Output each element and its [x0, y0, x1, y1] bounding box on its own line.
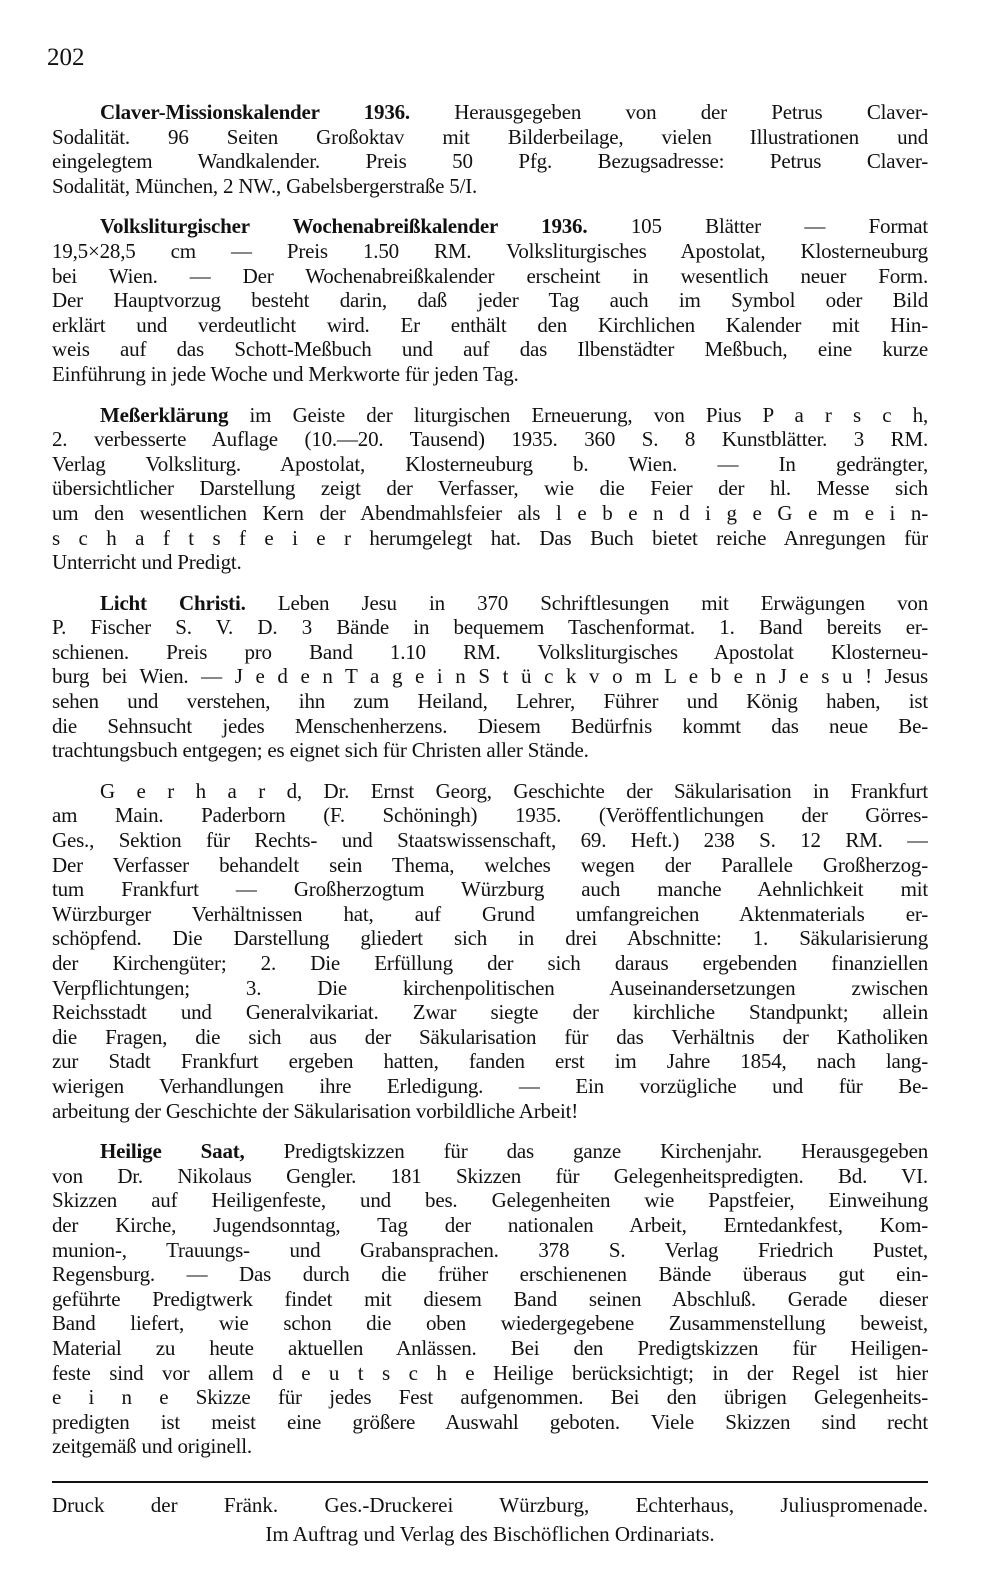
entry-title: Claver-Missionskalender 1936. — [100, 100, 410, 124]
line-text: predigten ist meist eine größere Auswahl geboten. Viele Skizzen sind recht — [52, 1409, 928, 1434]
line-text: feste sind vor allem d e u t s c h e Heilige berücksichtigt; in der Regel ist hier — [52, 1360, 928, 1385]
text-line — [52, 689, 928, 714]
line-text: Regensburg. — Das durch die früher erschienenen Bände überaus gut ein- — [52, 1262, 928, 1287]
text-line — [52, 288, 928, 313]
line-text: im Geiste der liturgischen Erneuerung, von Pius P a r s c h, — [228, 402, 928, 427]
text-line — [52, 1311, 928, 1336]
text-line — [52, 313, 928, 338]
printer-imprint: Druck der Fränk. Ges.-Druckerei Würzburg, Echterhaus, Juliuspromenade. — [52, 1493, 928, 1517]
text-line — [52, 615, 928, 640]
entry-title: Licht Christi. — [100, 590, 246, 615]
text-line — [52, 877, 928, 902]
line-text: Der Hauptvorzug besteht darin, daß jeder Tag auch im Symbol oder Bild — [52, 288, 928, 313]
line-text: s c h a f t s f e i e r herumgelegt hat. Das Buch bietet reiche Anregungen für — [52, 525, 928, 550]
line-text: 105 Blätter — Format — [587, 214, 928, 239]
text-line — [52, 591, 928, 616]
line-text: weis auf das Schott-Meßbuch und auf das Ilbenstädter Meßbuch, eine kurze — [52, 337, 928, 362]
review-entry — [52, 779, 928, 1123]
text-line — [52, 1238, 928, 1263]
line-text: Verpflichtungen; 3. Die kirchenpolitischen Auseinandersetzungen zwischen — [52, 975, 928, 1000]
line-text: der Kirche, Jugendsonntag, Tag der nationalen Arbeit, Erntedankfest, Kom- — [52, 1212, 928, 1237]
line-text: zur Stadt Frankfurt ergeben hatten, fanden erst im Jahre 1854, nach lang- — [52, 1049, 928, 1074]
line-text: eingelegtem Wandkalender. Preis 50 Pfg. Bezugsadresse: Petrus Claver- — [52, 149, 928, 174]
text-line — [52, 526, 928, 551]
line-text: 19,5×28,5 cm — Preis 1.50 RM. Volksliturgisches Apostolat, Klosterneuburg — [52, 238, 928, 263]
text-line — [52, 100, 928, 125]
text-line — [52, 976, 928, 1001]
text-line — [52, 779, 928, 804]
review-entry — [52, 214, 928, 386]
review-entry — [52, 591, 928, 763]
line-text: die Fragen, die sich aus der Säkularisation für das Verhältnis der Katholiken — [52, 1024, 928, 1049]
text-line — [52, 738, 928, 763]
text-line — [52, 264, 928, 289]
text-line — [52, 1410, 928, 1435]
text-line — [52, 476, 928, 501]
line-text: bei Wien. — Der Wochenabreißkalender erscheint in wesentlich neuer Form. — [52, 263, 928, 288]
line-text: Leben Jesu in 370 Schriftlesungen mit Erwägungen von — [245, 590, 928, 615]
text-line — [52, 1287, 928, 1312]
line-text: Predigtskizzen für das ganze Kirchenjahr. Herausgegeben — [244, 1139, 928, 1164]
entry-title: Meßerklärung — [100, 402, 229, 427]
line-text: schöpfend. Die Darstellung gliedert sich in drei Abschnitte: 1. Säkularisierung — [52, 926, 928, 951]
line-text: Material zu heute aktuellen Anlässen. Bei den Predigtskizzen für Heiligen- — [52, 1335, 928, 1360]
entry-title: Volksliturgischer Wochenabreißkalender 1936. — [100, 214, 588, 239]
text-line — [52, 803, 928, 828]
text-line — [52, 1139, 928, 1164]
text-line — [52, 1336, 928, 1361]
text-line — [52, 951, 928, 976]
line-text: um den wesentlichen Kern der Abendmahlsfeier als l e b e n d i g e G e m e i n- — [52, 500, 928, 525]
line-text: erklärt und verdeutlicht wird. Er enthält den Kirchlichen Kalender mit Hin- — [52, 312, 928, 337]
text-line — [52, 550, 928, 575]
text-line — [52, 149, 928, 174]
line-text: zeitgemäß und originell. — [52, 1434, 252, 1459]
line-text: 2. verbesserte Auflage (10.—20. Tausend) 1935. 360 S. 8 Kunstblätter. 3 RM. — [52, 427, 928, 452]
line-text: Einführung in jede Woche und Merkworte für jeden Tag. — [52, 361, 519, 386]
line-text: sehen und verstehen, ihn zum Heiland, Lehrer, Führer und König haben, ist — [52, 689, 928, 714]
text-line — [52, 853, 928, 878]
line-text: Reichsstadt und Generalvikariat. Zwar siegte der kirchliche Standpunkt; allein — [52, 1000, 928, 1025]
text-line — [52, 1213, 928, 1238]
line-text: Skizzen auf Heiligenfeste, und bes. Gelegenheiten wie Papstfeier, Einweihung — [52, 1188, 928, 1213]
text-line — [52, 1074, 928, 1099]
line-text: Der Verfasser behandelt sein Thema, welches wegen der Parallele Großherzog- — [52, 852, 928, 877]
review-entry — [52, 1139, 928, 1459]
text-line — [52, 501, 928, 526]
line-text: die Sehnsucht jedes Menschenherzens. Diesem Bedürfnis kommt das neue Be- — [52, 713, 928, 738]
text-line — [52, 1188, 928, 1213]
line-text: G e r h a r d, Dr. Ernst Georg, Geschichte der Säkularisation in Frankfurt — [100, 778, 928, 803]
text-line — [52, 1361, 928, 1386]
text-line — [52, 337, 928, 362]
line-text: Band liefert, wie schon die oben wiedergegebene Zusammenstellung beweist, — [52, 1311, 928, 1336]
publisher-imprint: Im Auftrag und Verlag des Bischöflichen Ordinariats. — [265, 1522, 715, 1546]
line-text: arbeitung der Geschichte der Säkularisation vorbildliche Arbeit! — [52, 1098, 579, 1123]
text-line — [52, 1000, 928, 1025]
line-text: Unterricht und Predigt. — [52, 550, 242, 575]
text-line — [52, 403, 928, 428]
review-entry — [52, 403, 928, 575]
line-text: tum Frankfurt — Großherzogtum Würzburg auch manche Aehnlichkeit mit — [52, 877, 928, 902]
line-text: burg bei Wien. — J e d e n T a g e i n S t ü c k v o m L e b e n J e s u ! Jesus — [52, 664, 928, 689]
text-line — [52, 214, 928, 239]
line-text: wierigen Verhandlungen ihre Erledigung. — Ein vorzügliche und für Be- — [52, 1073, 928, 1098]
text-line — [52, 828, 928, 853]
line-text: e i n e Skizze für jedes Fest aufgenommen. Bei den übrigen Gelegenheits- — [52, 1385, 928, 1410]
line-text: Verlag Volksliturg. Apostolat, Klosterneuburg b. Wien. — In gedrängter, — [52, 451, 928, 476]
text-line — [52, 714, 928, 739]
review-entry — [52, 100, 928, 198]
line-text: übersichtlicher Darstellung zeigt der Verfasser, wie die Feier der hl. Messe sich — [52, 476, 928, 501]
text-line — [52, 125, 928, 150]
text-line — [52, 1434, 928, 1459]
text-line — [52, 452, 928, 477]
line-text: Ges., Sektion für Rechts- und Staatswissenschaft, 69. Heft.) 238 S. 12 RM. — — [52, 828, 928, 853]
line-text: P. Fischer S. V. D. 3 Bände in bequemem Taschenformat. 1. Band bereits er- — [52, 615, 928, 640]
text-line — [52, 1025, 928, 1050]
text-line — [52, 362, 928, 387]
line-text: munion-, Trauungs- und Grabansprachen. 378 S. Verlag Friedrich Pustet, — [52, 1237, 928, 1262]
text-line — [52, 926, 928, 951]
line-text: der Kirchengüter; 2. Die Erfüllung der sich daraus ergebenden finanziellen — [52, 951, 928, 975]
text-line — [52, 239, 928, 264]
entry-title: Heilige Saat, — [100, 1139, 245, 1164]
text-line — [52, 1385, 928, 1410]
line-text: Sodalität, München, 2 NW., Gabelsbergerstraße 5/I. — [52, 173, 478, 198]
line-text: trachtungsbuch entgegen; es eignet sich für Christen aller Stände. — [52, 738, 589, 763]
line-text: Sodalität. 96 Seiten Großoktav mit Bilderbeilage, vielen Illustrationen und — [52, 124, 928, 149]
article-body — [52, 100, 928, 1475]
text-line — [52, 427, 928, 452]
text-line — [52, 1049, 928, 1074]
line-text: Würzburger Verhältnissen hat, auf Grund umfangreichen Aktenmaterials er- — [52, 901, 928, 926]
line-text: Herausgegeben von der Petrus Claver- — [409, 100, 928, 124]
text-line — [52, 174, 928, 199]
text-line — [52, 1164, 928, 1189]
text-line — [52, 1099, 928, 1124]
line-text: von Dr. Nikolaus Gengler. 181 Skizzen für Gelegenheitspredigten. Bd. VI. — [52, 1163, 928, 1188]
text-line — [52, 664, 928, 689]
footer-rule — [52, 1481, 928, 1483]
line-text: am Main. Paderborn (F. Schöningh) 1935. (Veröffentlichungen der Görres- — [52, 803, 928, 828]
page-number: 202 — [47, 44, 85, 71]
line-text: schienen. Preis pro Band 1.10 RM. Volksliturgisches Apostolat Klosterneu- — [52, 639, 928, 664]
text-line — [52, 1262, 928, 1287]
text-line — [52, 902, 928, 927]
text-line — [52, 640, 928, 665]
line-text: geführte Predigtwerk findet mit diesem Band seinen Abschluß. Gerade dieser — [52, 1286, 928, 1311]
